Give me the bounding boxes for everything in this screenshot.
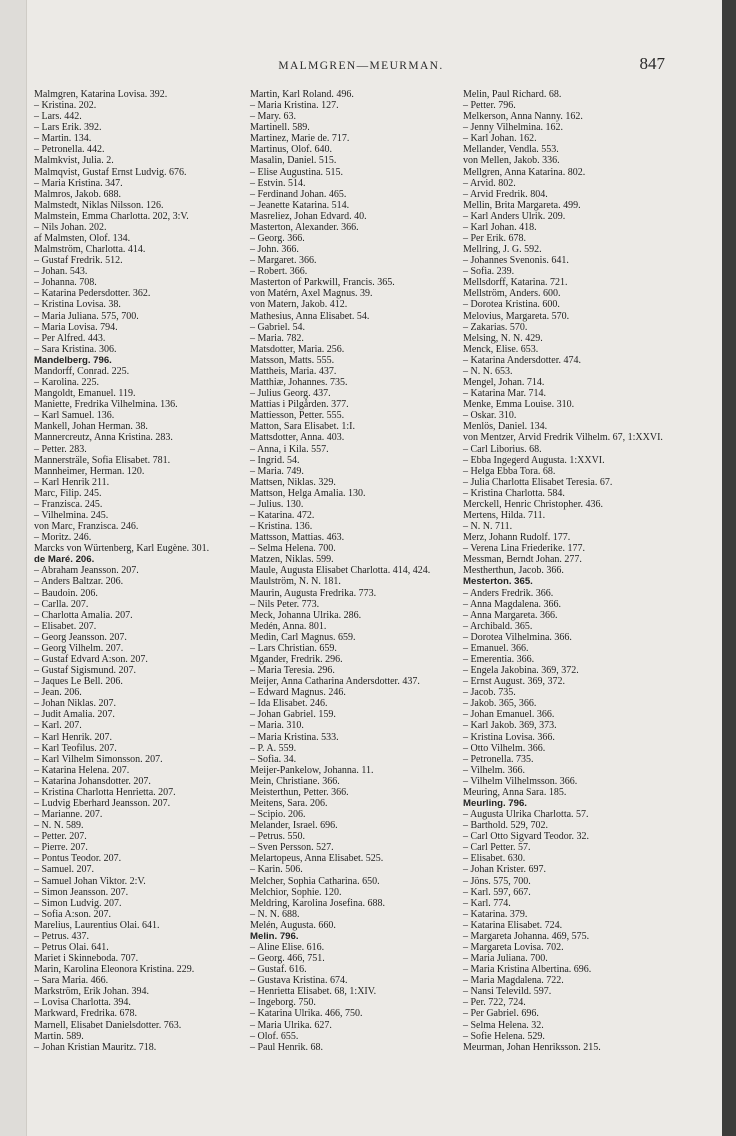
index-entry: – N. N. 688. <box>250 908 300 920</box>
index-entry: Mertens, Hilda. 711. <box>463 509 546 521</box>
index-entry: – Karl Johan. 162. <box>463 133 537 145</box>
index-entry: – Lars. 442. <box>34 111 82 123</box>
index-entry: – Katarina Mar. 714. <box>463 388 547 400</box>
index-entry: Meitens, Sara. 206. <box>250 798 328 809</box>
index-entry: – Karl Vilhelm Simonsson. 207. <box>34 753 163 765</box>
index-entry: – Per Gabriel. 696. <box>463 1008 539 1020</box>
index-entry: – Vilhelm. 366. <box>463 764 525 776</box>
index-entry: Martinez, Marie de. 717. <box>250 133 350 145</box>
index-entry: Malmros, Jakob. 688. <box>34 188 121 200</box>
index-entry: – Arvid. 802. <box>463 177 516 189</box>
index-entry: – Sara Maria. 466. <box>34 975 109 987</box>
index-entry: – Per Erik. 678. <box>463 233 527 245</box>
index-entry: – Karl Jakob. 369, 373. <box>463 720 557 732</box>
index-entry: – Anna Magdalena. 366. <box>463 598 562 610</box>
index-entry: Messman, Berndt Johan. 277. <box>463 554 582 566</box>
index-entry: – Karolina. 225. <box>34 377 99 389</box>
index-entry: – Nils Peter. 773. <box>250 598 320 610</box>
index-entry: – Elise Augustina. 515. <box>250 166 344 178</box>
index-entry: – Kristina. 202. <box>34 100 97 112</box>
index-entry: – Lars Erik. 392. <box>34 122 102 134</box>
index-entry: – Anna Margareta. 366. <box>463 609 558 621</box>
index-entry: – Sofia. 34. <box>250 753 297 765</box>
index-entry: – Ernst August. 369, 372. <box>463 676 565 688</box>
index-entry: Mellring, J. G. 592. <box>463 244 542 256</box>
index-entry: Matton, Sara Elisabet. 1:I. <box>250 421 355 433</box>
index-entry: – Gustava Kristina. 674. <box>250 975 348 987</box>
index-entry: – Pontus Teodor. 207. <box>34 853 122 865</box>
index-entry: Melartopeus, Anna Elisabet. 525. <box>250 853 384 865</box>
index-entry: – Ingrid. 54. <box>250 454 300 466</box>
index-entry: Meijer, Anna Catharina Andersdotter. 437. <box>250 676 420 688</box>
index-entry: – Katarina Elisabet. 724. <box>463 919 563 931</box>
index-entry: Mandorff, Conrad. 225. <box>34 365 130 377</box>
index-entry: – Petrus. 550. <box>250 831 305 843</box>
index-entry: Malmkvist, Julia. 2. <box>34 155 114 167</box>
index-entry: – Petter. 283. <box>34 443 87 455</box>
index-entry: – Georg. 466, 751. <box>250 953 325 965</box>
index-entry: – Gustaf. 616. <box>250 964 307 976</box>
index-entry: – Maria Lovisa. 794. <box>34 321 118 333</box>
index-entry: Melén, Augusta. 660. <box>250 919 336 931</box>
index-entry: – Zakarias. 570. <box>463 321 528 333</box>
index-entry: – Charlotta Amalia. 207. <box>34 609 133 621</box>
index-entry: Marnell, Elisabet Danielsdotter. 763. <box>34 1019 182 1031</box>
index-entry: Merz, Johann Rudolf. 177. <box>463 532 571 544</box>
index-entry: – Gabriel. 54. <box>250 321 305 333</box>
index-entry: – Franzisca. 245. <box>34 498 103 510</box>
index-entry: – Kristina Lovisa. 366. <box>463 731 555 743</box>
index-entry: Malmqvist, Gustaf Ernst Ludvig. 676. <box>34 166 187 178</box>
index-entry: – Maria. 310. <box>250 720 304 732</box>
index-entry: – Kristina Lovisa. 38. <box>34 299 121 311</box>
index-entry: – Margareta Lovisa. 702. <box>463 942 564 954</box>
index-entry: – Margareta Johanna. 469, 575. <box>463 930 590 942</box>
index-entry: – Kristina. 136. <box>250 521 313 533</box>
index-entry: Melovius, Margareta. 570. <box>463 310 570 322</box>
index-entry: – Maria Kristina. 347. <box>34 177 123 189</box>
index-entry: – Scipio. 206. <box>250 809 306 821</box>
index-entry: – Margaret. 366. <box>250 255 317 267</box>
index-entry: – Sara Kristina. 306. <box>34 343 117 355</box>
index-entry: – Petronella. 442. <box>34 144 105 156</box>
index-heading: Mandelberg. 796. <box>34 354 112 366</box>
index-entry: – Karl Teofilus. 207. <box>34 742 117 754</box>
index-entry: – Carlla. 207. <box>34 598 89 610</box>
index-entry: Mannheimer, Herman. 120. <box>34 465 145 477</box>
index-entry: Mattsdotter, Anna. 403. <box>250 432 345 444</box>
index-entry: von Matérn, Axel Magnus. 39. <box>250 288 373 300</box>
index-entry: – Robert. 366. <box>250 266 308 278</box>
index-entry: – Carl Petter. 57. <box>463 842 531 854</box>
index-entry: – Gustaf Edvard A:son. 207. <box>34 653 148 665</box>
index-entry: – Sven Persson. 527. <box>250 842 334 854</box>
index-entry: Mattsen, Niklas. 329. <box>250 476 336 488</box>
index-entry: – Carl Otto Sigvard Teodor. 32. <box>463 831 590 843</box>
index-entry: Masreliez, Johan Edvard. 40. <box>250 210 367 222</box>
index-entry: – Johanna. 708. <box>34 277 97 289</box>
index-entry: Melin, Paul Richard. 68. <box>463 89 562 100</box>
index-entry: – Karl Johan. 418. <box>463 221 537 233</box>
index-entry: Martinell. 589. <box>250 122 310 134</box>
index-entry: Masalin, Daniel. 515. <box>250 155 337 167</box>
index-entry: – Vilhelm Vilhelmsson. 366. <box>463 775 578 787</box>
index-entry: Matzen, Niklas. 599. <box>250 554 334 566</box>
index-entry: – Georg Vilhelm. 207. <box>34 642 124 654</box>
index-entry: Melsing, N. N. 429. <box>463 332 543 344</box>
index-heading: Melin. 796. <box>250 930 299 942</box>
index-entry: Mellin, Brita Margareta. 499. <box>463 199 581 211</box>
index-entry: – Mary. 63. <box>250 111 297 123</box>
index-entry: – N. N. 589. <box>34 820 84 832</box>
index-entry: – Anders Fredrik. 366. <box>463 587 554 599</box>
index-entry: Mattheis, Maria. 437. <box>250 365 337 377</box>
index-entry: Malmgren, Katarina Lovisa. 392. <box>34 89 168 100</box>
index-entry: – Baudoin. 206. <box>34 587 98 599</box>
index-entry: – Olof. 655. <box>250 1030 299 1042</box>
index-entry: – Karl Henrik 211. <box>34 476 110 488</box>
index-entry: – Ferdinand Johan. 465. <box>250 188 347 200</box>
index-entry: – Elisabet. 630. <box>463 853 526 865</box>
index-entry: – Petter. 796. <box>463 100 516 112</box>
index-entry: – Elisabet. 207. <box>34 620 97 632</box>
index-entry: – Nils Johan. 202. <box>34 221 107 233</box>
index-entry: Malmstein, Emma Charlotta. 202, 3:V. <box>34 210 189 222</box>
index-entry: von Mellen, Jakob. 336. <box>463 155 560 167</box>
index-entry: – Maria Ulrika. 627. <box>250 1019 332 1031</box>
index-entry: Maule, Augusta Elisabet Charlotta. 414, 424. <box>250 565 431 577</box>
index-entry: Marelius, Laurentius Olai. 641. <box>34 919 160 931</box>
index-entry: – Karl. 597, 667. <box>463 886 531 898</box>
index-entry: – Paul Henrik. 68. <box>250 1041 324 1053</box>
index-entry: – Simon Jeansson. 207. <box>34 886 129 898</box>
index-entry: – Aline Elise. 616. <box>250 942 325 954</box>
index-entry: Matsdotter, Maria. 256. <box>250 343 345 355</box>
index-entry: – Petrus. 437. <box>34 930 89 942</box>
index-entry: – Anders Baltzar. 206. <box>34 576 124 588</box>
index-heading: de Maré. 206. <box>34 554 95 566</box>
index-entry: – Abraham Jeansson. 207. <box>34 565 139 577</box>
index-entry: Mannersträle, Sofia Elisabet. 781. <box>34 454 171 466</box>
index-entry: Mattiesson, Petter. 555. <box>250 410 345 422</box>
index-entry: Mannercreutz, Anna Kristina. 283. <box>34 432 173 444</box>
index-entry: – Julia Charlotta Elisabet Teresia. 67. <box>463 476 613 488</box>
index-entry: Markström, Erik Johan. 394. <box>34 986 149 998</box>
index-entry: Menlös, Daniel. 134. <box>463 421 548 433</box>
index-column-3 <box>463 89 671 1053</box>
index-entry: Mgander, Fredrik. 296. <box>250 653 343 665</box>
index-entry: – Jeanette Katarina. 514. <box>250 199 350 211</box>
index-entry: – Otto Vilhelm. 366. <box>463 742 546 754</box>
index-entry: – Simon Ludvig. 207. <box>34 897 122 909</box>
index-entry: – Barthold. 529, 702. <box>463 820 548 832</box>
index-entry: – Helga Ebba Tora. 68. <box>463 465 556 477</box>
index-entry: – Karl Henrik. 207. <box>34 731 113 743</box>
index-entry: – John. 366. <box>250 244 299 256</box>
index-entry: – Maria. 782. <box>250 332 304 344</box>
index-entry: – Samuel. 207. <box>34 864 94 876</box>
index-entry: – Nansi Televild. 597. <box>463 986 552 998</box>
index-entry: – Petter. 207. <box>34 831 87 843</box>
index-entry: Mellström, Anders. 600. <box>463 288 561 300</box>
index-entry: – Ida Elisabet. 246. <box>250 698 328 710</box>
index-entry: – Maria Magdalena. 722. <box>463 975 564 987</box>
index-entry: von Matern, Jakob. 412. <box>250 299 348 311</box>
index-entry: – Katarina Pedersdotter. 362. <box>34 288 151 300</box>
index-heading: Mesterton. 365. <box>463 576 533 588</box>
page-header <box>0 54 722 78</box>
index-entry: Meijer-Pankelow, Johanna. 11. <box>250 764 374 776</box>
index-entry: – Petronella. 735. <box>463 753 534 765</box>
index-entry: – Katarina. 379. <box>463 908 528 920</box>
index-entry: Masterton, Alexander. 366. <box>250 221 359 233</box>
index-entry: – Vilhelmina. 245. <box>34 509 109 521</box>
index-column-2 <box>250 89 458 1053</box>
running-head: MALMGREN—MEURMAN. <box>278 60 444 72</box>
index-entry: – Julius Georg. 437. <box>250 388 331 400</box>
index-entry: Maniette, Fredrika Vilhelmina. 136. <box>34 399 178 411</box>
index-entry: – Gustaf Sigismund. 207. <box>34 665 136 677</box>
index-entry: Medin, Carl Magnus. 659. <box>250 631 356 643</box>
index-entry: Matthiæ, Johannes. 735. <box>250 377 348 389</box>
index-entry: – Sofie Helena. 529. <box>463 1030 545 1042</box>
index-entry: – Emerentia. 366. <box>463 653 535 665</box>
index-entry: – Johan. 543. <box>34 266 88 278</box>
index-entry: von Marc, Franzisca. 246. <box>34 521 139 533</box>
index-entry: Martin, Karl Roland. 496. <box>250 89 354 100</box>
index-entry: von Mentzer, Arvid Fredrik Vilhelm. 67, 1:XXVI. <box>463 432 663 444</box>
index-entry: Mankell, Johan Herman. 38. <box>34 421 148 433</box>
index-entry: – Maria Kristina. 127. <box>250 100 339 112</box>
index-entry: – Johan Niklas. 207. <box>34 698 116 710</box>
index-entry: Marcks von Würtenberg, Karl Eugène. 301. <box>34 543 210 555</box>
index-entry: Melkerson, Anna Nanny. 162. <box>463 111 583 123</box>
index-entry: – Estvin. 514. <box>250 177 306 189</box>
index-column-1 <box>34 89 242 1053</box>
scan-border <box>722 0 736 1136</box>
index-entry: – Henrietta Elisabet. 68, 1:XIV. <box>250 986 377 998</box>
index-entry: – Johannes Svenonis. 641. <box>463 255 569 267</box>
index-entry: – Karin. 506. <box>250 864 303 876</box>
index-entry: Mathesius, Anna Elisabet. 54. <box>250 310 370 322</box>
index-entry: – Ebba Ingegerd Augusta. 1:XXVI. <box>463 454 605 466</box>
index-entry: Menke, Emma Louise. 310. <box>463 399 575 411</box>
index-entry: – Oskar. 310. <box>463 410 517 422</box>
index-entry: – Johan Gabriel. 159. <box>250 709 336 721</box>
index-entry: Meldring, Karolina Josefina. 688. <box>250 897 385 909</box>
index-entry: Meuring, Anna Sara. 185. <box>463 786 567 798</box>
index-entry: – Maria Kristina. 533. <box>250 731 339 743</box>
index-entry: Malmstedt, Niklas Nilsson. 126. <box>34 199 164 211</box>
index-entry: – Dorotea Kristina. 600. <box>463 299 560 311</box>
index-entry: – Maria Juliana. 700. <box>463 953 548 965</box>
index-entry: Merckell, Henric Christopher. 436. <box>463 498 603 510</box>
index-entry: Meck, Johanna Ulrika. 286. <box>250 609 362 621</box>
index-entry: Marin, Karolina Eleonora Kristina. 229. <box>34 964 195 976</box>
index-entry: – Archibald. 365. <box>463 620 533 632</box>
index-entry: – N. N. 653. <box>463 365 513 377</box>
index-entry: – Verena Lina Friederike. 177. <box>463 543 585 555</box>
index-entry: – Katarina Ulrika. 466, 750. <box>250 1008 363 1020</box>
index-entry: – Edward Magnus. 246. <box>250 687 346 699</box>
index-entry: – Ludvig Eberhard Jeansson. 207. <box>34 798 171 809</box>
index-entry: – Emanuel. 366. <box>463 642 529 654</box>
binding-edge <box>0 0 27 1136</box>
index-entry: Meurman, Johan Henriksson. 215. <box>463 1041 601 1053</box>
index-entry: Meisterthun, Petter. 366. <box>250 786 349 798</box>
index-entry: – Anna, i Kila. 557. <box>250 443 329 455</box>
index-entry: – Marianne. 207. <box>34 809 103 821</box>
index-entry: – Sofia. 239. <box>463 266 515 278</box>
index-entry: – Selma Helena. 700. <box>250 543 336 555</box>
index-entry: – Maria Teresia. 296. <box>250 665 335 677</box>
index-entry: – Carl Liborius. 68. <box>463 443 542 455</box>
index-entry: – Kristina Charlotta. 584. <box>463 487 565 499</box>
index-heading: Meurling. 796. <box>463 798 527 809</box>
index-entry: Martin. 589. <box>34 1030 84 1042</box>
index-entry: – Georg Jeansson. 207. <box>34 631 127 643</box>
index-entry: Mellander, Vendla. 553. <box>463 144 559 156</box>
index-entry: – Karl. 774. <box>463 897 511 909</box>
index-entry: – Maria Juliana. 575, 700. <box>34 310 139 322</box>
index-entry: – Per Alfred. 443. <box>34 332 106 344</box>
index-entry: – Augusta Ulrika Charlotta. 57. <box>463 809 589 821</box>
index-entry: Mariet i Skinneboda. 707. <box>34 953 139 965</box>
index-entry: af Malmsten, Olof. 134. <box>34 233 131 245</box>
index-entry: – Per. 722, 724. <box>463 997 526 1009</box>
index-entry: Mengel, Johan. 714. <box>463 377 545 389</box>
index-entry: – Kristina Charlotta Henrietta. 207. <box>34 786 176 798</box>
index-entry: Mellsdorff, Katarina. 721. <box>463 277 568 289</box>
index-entry: Malmström, Charlotta. 414. <box>34 244 146 256</box>
index-entry: Medén, Anna. 801. <box>250 620 327 632</box>
index-entry: – Jaques Le Bell. 206. <box>34 676 123 688</box>
index-entry: – Johan Krister. 697. <box>463 864 547 876</box>
index-entry: – Karl Samuel. 136. <box>34 410 115 422</box>
index-entry: Matsson, Matts. 555. <box>250 354 335 366</box>
index-entry: Mattias i Pilgården. 377. <box>250 399 349 411</box>
index-entry: – Moritz. 246. <box>34 532 92 544</box>
index-entry: Marc, Filip. 245. <box>34 487 102 499</box>
index-entry: Mattsson, Mattias. 463. <box>250 532 345 544</box>
index-entry: Mestherthun, Jacob. 366. <box>463 565 564 577</box>
index-entry: – Katarina Helena. 207. <box>34 764 130 776</box>
index-entry: – Jean. 206. <box>34 687 82 699</box>
index-entry: – Georg. 366. <box>250 233 305 245</box>
index-entry: – Gustaf Fredrik. 512. <box>34 255 123 267</box>
index-entry: – Katarina. 472. <box>250 509 315 521</box>
index-entry: – Julius. 130. <box>250 498 304 510</box>
index-entry: Mattson, Helga Amalia. 130. <box>250 487 366 499</box>
index-entry: – Maria Kristina Albertina. 696. <box>463 964 592 976</box>
index-entry: Maulström, N. N. 181. <box>250 576 341 588</box>
index-entry: – Selma Helena. 32. <box>463 1019 544 1031</box>
index-entry: – Ingeborg. 750. <box>250 997 316 1009</box>
index-entry: – Katarina Johansdotter. 207. <box>34 775 151 787</box>
index-entry: – P. A. 559. <box>250 742 297 754</box>
index-entry: Maurin, Augusta Fredrika. 773. <box>250 587 377 599</box>
index-entry: Mein, Christiane. 366. <box>250 775 340 787</box>
index-entry: Melander, Israel. 696. <box>250 820 338 832</box>
index-entry: – Karl. 207. <box>34 720 82 732</box>
index-entry: – N. N. 711. <box>463 521 513 533</box>
index-entry: Masterton of Parkwill, Francis. 365. <box>250 277 395 289</box>
index-entry: – Petrus Olai. 641. <box>34 942 109 954</box>
index-entry: Mellgren, Anna Katarina. 802. <box>463 166 586 178</box>
index-entry: – Pierre. 207. <box>34 842 88 854</box>
index-entry: – Karl Anders Ulrik. 209. <box>463 210 566 222</box>
index-entry: – Dorotea Vilhelmina. 366. <box>463 631 572 643</box>
index-entry: – Katarina Andersdotter. 474. <box>463 354 582 366</box>
index-entry: – Jöns. 575, 700. <box>463 875 531 887</box>
index-entry: Martinus, Olof. 640. <box>250 144 332 156</box>
index-entry: Mangoldt, Emanuel. 119. <box>34 388 136 400</box>
index-entry: – Engela Jakobina. 369, 372. <box>463 665 579 677</box>
index-entry: – Lovisa Charlotta. 394. <box>34 997 131 1009</box>
index-entry: Melcher, Sophia Catharina. 650. <box>250 875 380 887</box>
index-entry: Markward, Fredrika. 678. <box>34 1008 138 1020</box>
index-entry: – Judit Amalia. 207. <box>34 709 115 721</box>
index-entry: – Maria. 749. <box>250 465 304 477</box>
index-entry: – Jenny Vilhelmina. 162. <box>463 122 564 134</box>
index-entry: – Martin. 134. <box>34 133 92 145</box>
index-entry: – Jacob. 735. <box>463 687 516 699</box>
index-entry: Menck, Elise. 653. <box>463 343 539 355</box>
index-entry: – Lars Christian. 659. <box>250 642 337 654</box>
page-number: 847 <box>639 54 665 73</box>
index-entry: – Jakob. 365, 366. <box>463 698 537 710</box>
index-entry: – Arvid Fredrik. 804. <box>463 188 548 200</box>
index-entry: – Johan Kristian Mauritz. 718. <box>34 1041 157 1053</box>
index-entry: – Sofia A:son. 207. <box>34 908 111 920</box>
index-entry: – Samuel Johan Viktor. 2:V. <box>34 875 146 887</box>
index-entry: Melchior, Sophie. 120. <box>250 886 342 898</box>
index-entry: – Johan Emanuel. 366. <box>463 709 555 721</box>
